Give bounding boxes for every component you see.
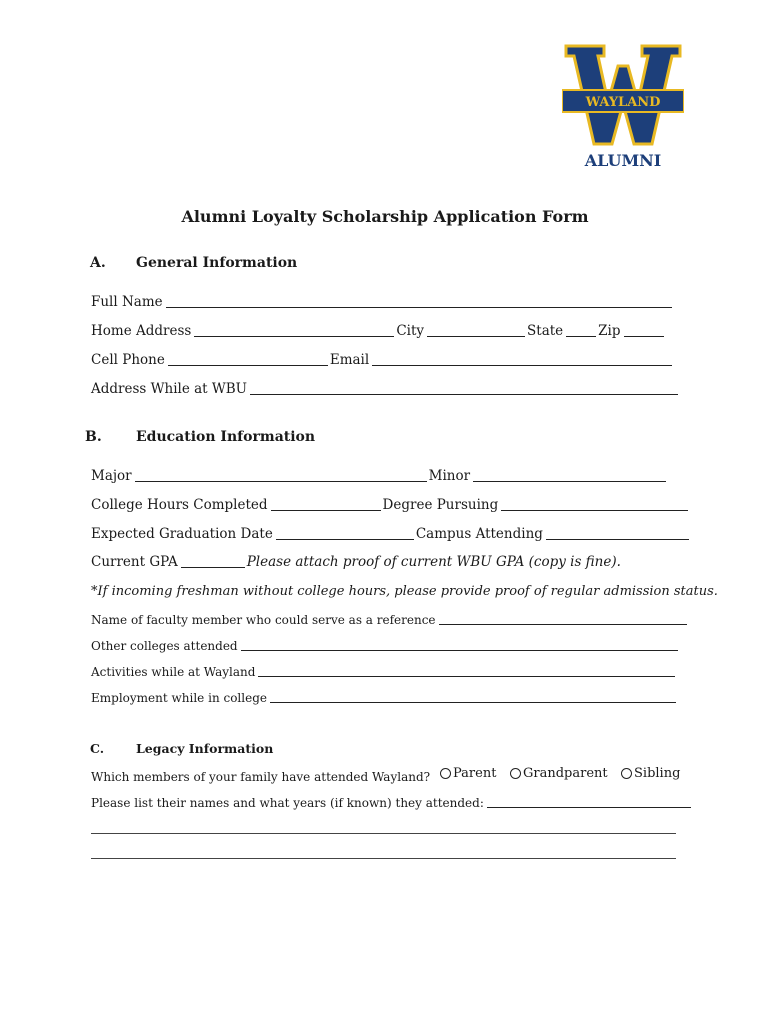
sibling-option[interactable] [621,766,680,781]
home-address-field[interactable] [194,323,394,337]
cell-phone-label: Cell Phone [91,352,165,368]
state-label: State [527,323,564,339]
employment-row [91,687,678,705]
email-label: Email [329,352,370,368]
grad-date-field[interactable] [276,526,414,540]
gpa-row [91,552,621,570]
section-c-heading [90,741,390,759]
freshman-note: *If incoming freshman without college hours, please provide proof of regular admission status. [91,584,718,599]
major-label: Major [91,468,132,484]
city-field[interactable] [427,323,525,337]
college-hours-label: College Hours Completed [91,497,268,513]
campus-label: Campus Attending [415,526,543,542]
section-b-name: Education Information [136,429,316,445]
section-c-letter: C. [90,741,105,756]
section-c-name: Legacy Information [136,741,274,756]
parent-option-label: Parent [453,766,497,781]
sibling-radio-icon[interactable] [621,768,632,779]
degree-field[interactable] [501,497,688,511]
family-question-label: Which members of your family have attended Wayland? [91,770,431,784]
grandparent-option[interactable] [510,766,608,781]
list-names-row [91,792,693,810]
major-row [91,466,668,484]
college-hours-field[interactable] [271,497,381,511]
address-wbu-field[interactable] [250,381,678,395]
names-line-1[interactable] [91,833,676,834]
minor-field[interactable] [473,468,666,482]
names-line-2[interactable] [91,858,676,859]
cell-phone-row [91,350,674,368]
other-colleges-row [91,635,680,653]
faculty-ref-label: Name of faculty member who could serve as a reference [91,613,436,627]
other-colleges-field[interactable] [241,637,678,651]
zip-label: Zip [598,323,621,339]
full-name-field[interactable] [166,294,672,308]
home-address-row [91,321,666,339]
section-a-letter: A. [90,255,106,271]
family-question-row [91,766,681,784]
wayland-alumni-logo [562,42,684,170]
grad-date-row [91,524,691,542]
logo-top-text: WAYLAND [585,95,661,110]
section-a-name: General Information [136,255,298,271]
form-title: Alumni Loyalty Scholarship Application Form [181,207,589,226]
faculty-ref-field[interactable] [439,611,687,625]
list-names-label: Please list their names and what years (if known) they attended: [91,796,484,810]
list-names-field[interactable] [487,794,691,808]
campus-field[interactable] [546,526,689,540]
sibling-option-label: Sibling [634,766,681,781]
minor-label: Minor [428,468,471,484]
employment-label: Employment while in college [91,691,267,705]
state-field[interactable] [566,323,596,337]
gpa-label: Current GPA [91,554,178,570]
email-field[interactable] [372,352,672,366]
cell-phone-field[interactable] [168,352,328,366]
gpa-note: Please attach proof of current WBU GPA (copy is fine). [246,554,621,570]
address-wbu-label: Address While at WBU [91,381,248,397]
parent-radio-icon[interactable] [440,768,451,779]
other-colleges-label: Other colleges attended [91,639,238,653]
full-name-row [91,292,674,310]
gpa-field[interactable] [181,554,245,568]
home-address-label: Home Address [91,323,192,339]
grandparent-radio-icon[interactable] [510,768,521,779]
city-label: City [396,323,425,339]
zip-field[interactable] [624,323,664,337]
degree-label: Degree Pursuing [382,497,499,513]
section-b-heading [85,429,385,447]
major-field[interactable] [135,468,427,482]
activities-label: Activities while at Wayland [91,665,256,679]
activities-field[interactable] [258,663,675,677]
full-name-label: Full Name [91,294,163,310]
section-a-heading [90,255,390,273]
grandparent-option-label: Grandparent [523,766,608,781]
logo-graphic [562,42,684,170]
address-wbu-row [91,379,680,397]
grad-date-label: Expected Graduation Date [91,526,273,542]
parent-option[interactable] [440,766,496,781]
activities-row [91,661,677,679]
section-b-letter: B. [85,429,102,445]
employment-field[interactable] [270,689,676,703]
logo-bottom-text: ALUMNI [584,151,662,170]
faculty-ref-row [91,609,689,627]
college-hours-row [91,495,690,513]
